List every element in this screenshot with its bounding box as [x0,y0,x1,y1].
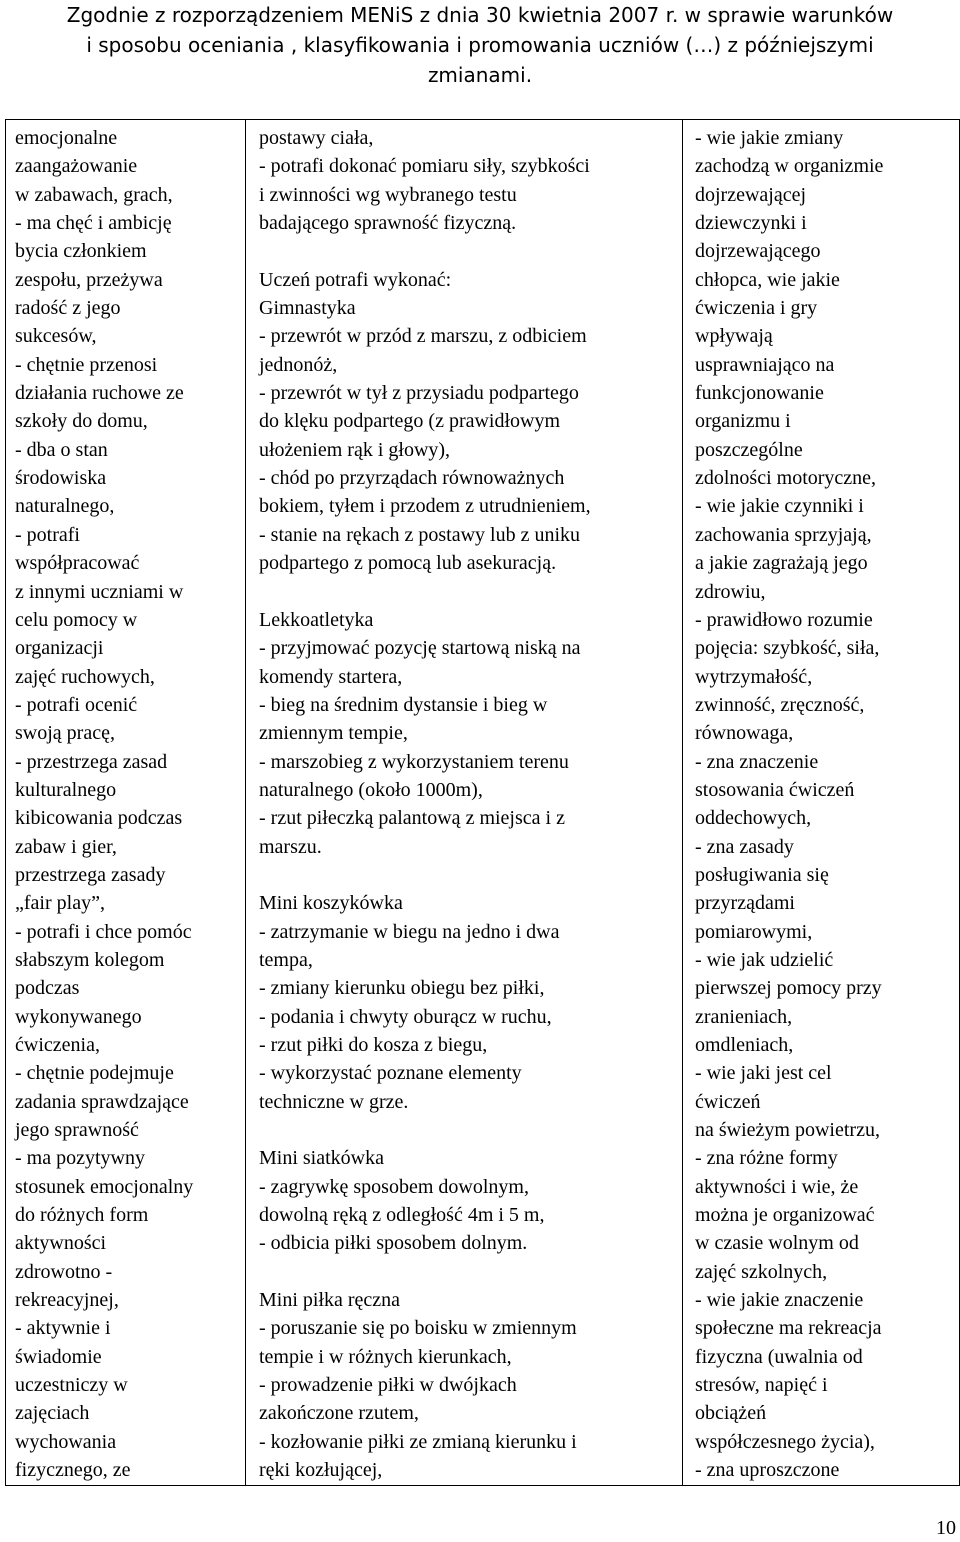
text-line: wytrzymałość, [695,665,813,688]
text-line: zakończone rzutem, [259,1402,419,1425]
text-line: naturalnego, [15,495,115,518]
text-line: bycia członkiem [15,240,147,263]
column-skills-text [246,124,682,1485]
text-line: dojrzewającego [695,240,821,263]
text-line: w czasie wolnym od [695,1232,859,1255]
text-line: jego sprawność [15,1119,139,1142]
text-line: - marszobieg z wykorzystaniem terenu [259,750,569,773]
page-number: 10 [936,1517,956,1539]
text-line: - poruszanie się po boisku w zmiennym [259,1317,577,1340]
text-line: emocjonalne [15,127,118,149]
text-line: Mini koszykówka [259,892,403,915]
text-line: przyrządami [695,892,795,915]
text-line: - potrafi ocenić [15,693,138,716]
text-line: chłopca, wie jakie [695,268,840,291]
text-line: „fair play”, [15,892,105,915]
text-line: - chętnie podejmuje [15,1062,174,1085]
text-line: tempa, [259,948,313,971]
text-line: Uczeń potrafi wykonać: [259,268,452,291]
text-line: celu pomocy w [15,608,138,631]
text-line: - rzut piłki do kosza z biegu, [259,1034,488,1056]
text-line: - stanie na rękach z postawy lub z uniku [259,523,581,546]
header-line-1: Zgodnie z rozporządzeniem MENiS z dnia 30 kwietnia 2007 r. w sprawie warunków [66,3,894,27]
text-line: - potrafi dokonać pomiaru siły, szybkości [259,155,590,178]
text-line: - dba o stan [15,438,108,461]
text-line: - przestrzega zasad [15,750,168,773]
column-knowledge [683,120,960,1486]
text-line: stresów, napięć i [695,1374,828,1397]
text-line: - przewrót w przód z marszu, z odbiciem [259,325,587,348]
requirements-table [5,119,960,1486]
text-line: dojrzewającej [695,183,807,206]
text-line: - zatrzymanie w biegu na jedno i dwa [259,920,560,943]
text-line: - potrafi [15,523,80,546]
text-line: funkcjonowanie [695,382,824,405]
text-line: - podania i chwyty oburącz w ruchu, [259,1005,552,1028]
text-line: współpracować [15,552,140,575]
text-line: bokiem, tyłem i przodem z utrudnieniem, [259,495,591,518]
text-line: Mini siatkówka [259,1147,384,1170]
text-line: zadania sprawdzające [15,1090,189,1113]
column-knowledge-text [683,124,959,1485]
text-line: - aktywnie i [15,1317,111,1340]
text-line: - przyjmować pozycję startową niską na [259,637,581,660]
text-line: ręki kozłującej, [259,1459,383,1482]
text-line: - bieg na średnim dystansie i bieg w [259,693,548,716]
text-line: słabszym kolegom [15,948,165,971]
paragraph-gap [259,1258,682,1286]
text-line: - wie jak udzielić [695,948,834,971]
text-line: Lekkoatletyka [259,608,374,631]
text-line: ćwiczenia i gry [695,297,818,320]
paragraph-gap [259,237,682,265]
header-line-3: zmianami. [427,63,533,87]
text-line: przestrzega zasady [15,863,166,886]
text-line: - ma chęć i ambicję [15,212,172,235]
text-line: Gimnastyka [259,297,356,320]
text-line: radość z jego [15,297,121,320]
text-line: - prowadzenie piłki w dwójkach [259,1374,517,1397]
text-line: organizmu i [695,410,791,433]
table-row [6,120,960,1486]
text-line: z innymi uczniami w [15,580,184,603]
text-line: ćwiczeń [695,1090,761,1113]
text-line: zwinność, zręczność, [695,693,865,716]
text-line: oddechowych, [695,807,812,830]
text-line: zajęciach [15,1402,90,1425]
page-header [0,0,960,90]
text-line: fizycznego, ze [15,1459,131,1482]
text-line: usprawniająco na [695,353,835,376]
text-line: na świeżym powietrzu, [695,1119,880,1142]
text-line: sukcesów, [15,325,97,348]
text-line: wychowania [15,1430,117,1453]
text-line: współczesnego życia), [695,1430,875,1453]
text-line: a jakie zagrażają jego [695,552,868,575]
text-line: podczas [15,977,80,1000]
text-line: - wie jaki jest cel [695,1062,832,1085]
text-line: marszu. [259,835,322,858]
text-line: zachodzą w organizmie [695,155,884,178]
text-line: - zagrywkę sposobem dowolnym, [259,1175,529,1198]
text-line: rekreacyjnej, [15,1289,119,1312]
text-line: uczestniczy w [15,1374,128,1397]
paragraph-gap [259,578,682,606]
text-line: - potrafi i chce pomóc [15,920,192,943]
paragraph-gap [259,861,682,889]
text-line: pomiarowymi, [695,920,813,943]
text-line: - chód po przyrządach równoważnych [259,467,565,490]
text-line: poszczególne [695,438,803,461]
text-line: wpływają [695,325,773,348]
text-line: - ma pozytywny [15,1147,145,1170]
text-line: - chętnie przenosi [15,353,158,376]
text-line: dziewczynki i [695,212,807,235]
text-line: aktywności [15,1232,107,1255]
column-attitudes [6,120,246,1486]
text-line: obciążeń [695,1402,767,1425]
text-line: zachowania sprzyjają, [695,523,872,546]
text-line: stosowania ćwiczeń [695,778,855,801]
text-line: pojęcia: szybkość, siła, [695,637,880,660]
text-line: zranieniach, [695,1005,793,1028]
text-line: - kozłowanie piłki ze zmianą kierunku i [259,1430,577,1453]
text-line: fizyczna (uwalnia od [695,1345,863,1368]
text-line: naturalnego (około 1000m), [259,778,483,801]
text-line: zdrowiu, [695,580,766,603]
text-line: do klęku podpartego (z prawidłowym [259,410,561,433]
text-line: - zna uproszczone [695,1459,840,1482]
text-line: - odbicia piłki sposobem dolnym. [259,1232,528,1255]
text-line: pierwszej pomocy przy [695,977,882,1000]
paragraph-gap [259,1116,682,1144]
text-line: - przewrót w tył z przysiadu podpartego [259,382,579,405]
text-line: ułożeniem rąk i głowy), [259,438,451,461]
text-line: i zwinności wg wybranego testu [259,183,517,206]
text-line: można je organizować [695,1204,875,1227]
text-line: wykonywanego [15,1005,142,1028]
text-line: stosunek emocjonalny [15,1175,194,1198]
text-line: - zmiany kierunku obiegu bez piłki, [259,977,545,1000]
text-line: organizacji [15,637,104,660]
text-line: zabaw i gier, [15,835,117,858]
text-line: działania ruchowe ze [15,382,184,405]
text-line: szkoły do domu, [15,410,148,433]
text-line: - wie jakie znaczenie [695,1289,864,1312]
text-line: środowiska [15,467,107,490]
text-line: podpartego z pomocą lub asekuracją. [259,552,557,575]
text-line: techniczne w grze. [259,1090,409,1113]
text-line: zdolności motoryczne, [695,467,877,490]
text-line: zaangażowanie [15,155,138,178]
text-line: - wie jakie czynniki i [695,495,864,518]
column-skills [246,120,683,1486]
text-line: zajęć szkolnych, [695,1260,828,1283]
text-line: Mini piłka ręczna [259,1289,401,1312]
text-line: świadomie [15,1345,102,1368]
text-line: - zna różne formy [695,1147,838,1170]
text-line: omdleniach, [695,1034,794,1056]
text-line: społeczne ma rekreacja [695,1317,882,1340]
text-line: zajęć ruchowych, [15,665,155,688]
text-line: jednonóż, [259,353,338,376]
text-line: - rzut piłeczką palantową z miejsca i z [259,807,565,830]
text-line: zmiennym tempie, [259,722,408,745]
text-line: kibicowania podczas [15,807,183,830]
text-line: dowolną ręką z odległość 4m i 5 m, [259,1204,545,1227]
column-attitudes-text [6,124,245,1485]
text-line: badającego sprawność fizyczną. [259,212,517,235]
text-line: zespołu, przeżywa [15,268,163,291]
text-line: - zna znaczenie [695,750,819,773]
text-line: posługiwania się [695,863,829,886]
header-line-2: i sposobu oceniania , klasyfikowania i promowania uczniów (…) z późniejszymi [86,33,874,57]
text-line: - wie jakie zmiany [695,127,844,149]
text-line: kulturalnego [15,778,117,801]
text-line: - zna zasady [695,835,794,858]
text-line: tempie i w różnych kierunkach, [259,1345,512,1368]
text-line: zdrowotno - [15,1260,113,1283]
text-line: - prawidłowo rozumie [695,608,873,631]
text-line: postawy ciała, [259,127,374,149]
text-line: - wykorzystać poznane elementy [259,1062,522,1085]
text-line: komendy startera, [259,665,403,688]
text-line: do różnych form [15,1204,149,1227]
text-line: równowaga, [695,722,794,745]
text-line: swoją pracę, [15,722,115,745]
text-line: ćwiczenia, [15,1034,100,1056]
text-line: w zabawach, grach, [15,183,173,206]
text-line: aktywności i wie, że [695,1175,859,1198]
